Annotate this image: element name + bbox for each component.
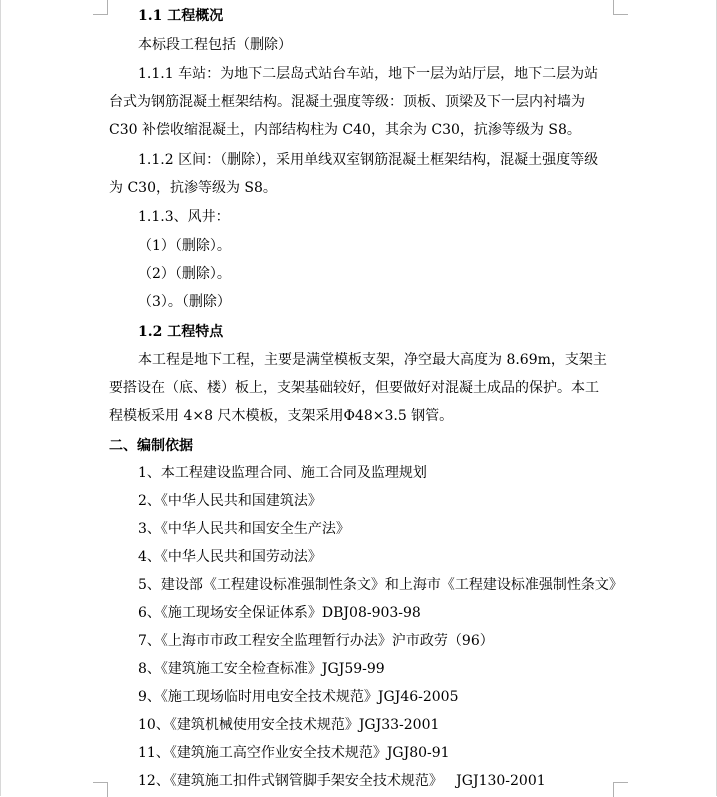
paragraph-station-line: 1.1.1 车站：为地下二层岛式站台车站，地下一层为站厅层，地下二层为站 (138, 66, 599, 82)
paragraph-station-line: 台式为钢筋混凝土框架结构。混凝土强度等级：顶板、顶梁及下一层内衬墙为 (109, 94, 585, 110)
paragraph-features-line: 本工程是地下工程，主要是满堂模板支架，净空最大高度为 8.69m，支架主 (138, 352, 607, 368)
basis-item: 9、《施工现场临时用电安全技术规范》JGJ46-2005 (138, 689, 459, 705)
paragraph-section-line: 为 C30，抗渗等级为 S8。 (109, 180, 277, 196)
basis-item: 3、《中华人民共和国安全生产法》 (138, 521, 350, 537)
basis-item: 11、《建筑施工高空作业安全技术规范》JGJ80-91 (138, 745, 450, 761)
basis-item: 4、《中华人民共和国劳动法》 (138, 549, 322, 565)
basis-item: 12、《建筑施工扣件式钢管脚手架安全技术规范》 JGJ130-2001 (138, 773, 546, 789)
paragraph-features-line: 要搭设在（底、楼）板上，支架基础较好，但要做好对混凝土成品的保护。本工 (109, 380, 599, 396)
paragraph-section-line: 1.1.2 区间：（删除），采用单线双室钢筋混凝土框架结构，混凝土强度等级 (138, 152, 599, 168)
list-item: （2）（删除）。 (138, 266, 231, 282)
basis-item: 8、《建筑施工安全检查标准》JGJ59-99 (138, 661, 385, 677)
basis-item: 5、建设部《工程建设标准强制性条文》和上海市《工程建设标准强制性条文》 (138, 577, 623, 593)
basis-item: 2、《中华人民共和国建筑法》 (138, 493, 322, 509)
section-heading-1-1: 1.1 工程概况 (138, 8, 224, 24)
margin-corner-mark (613, 782, 628, 797)
basis-item: 10、《建筑机械使用安全技术规范》JGJ33-2001 (138, 717, 440, 733)
list-item: （3）。（删除） (138, 294, 231, 310)
paragraph-features-line: 程模板采用 4×8 尺木模板，支架采用Φ48×3.5 钢管。 (109, 408, 454, 424)
basis-item: 1、本工程建设监理合同、施工合同及监理规划 (138, 465, 427, 481)
paragraph-intro: 本标段工程包括（删除） (138, 37, 292, 53)
paragraph-shaft: 1.1.3、风井： (138, 209, 230, 225)
margin-corner-mark (93, 0, 108, 15)
margin-corner-mark (93, 782, 108, 797)
basis-item: 6、《施工现场安全保证体系》DBJ08-903-98 (138, 605, 421, 621)
basis-item: 7、《上海市市政工程安全监理暂行办法》沪市政劳（96） (138, 633, 494, 649)
list-item: （1）（删除）。 (138, 238, 231, 254)
section-heading-2: 二、编制依据 (109, 438, 193, 454)
margin-corner-mark (613, 0, 628, 15)
section-heading-1-2: 1.2 工程特点 (138, 324, 224, 340)
paragraph-station-line: C30 补偿收缩混凝土，内部结构柱为 C40，其余为 C30，抗渗等级为 S8。 (109, 122, 581, 138)
